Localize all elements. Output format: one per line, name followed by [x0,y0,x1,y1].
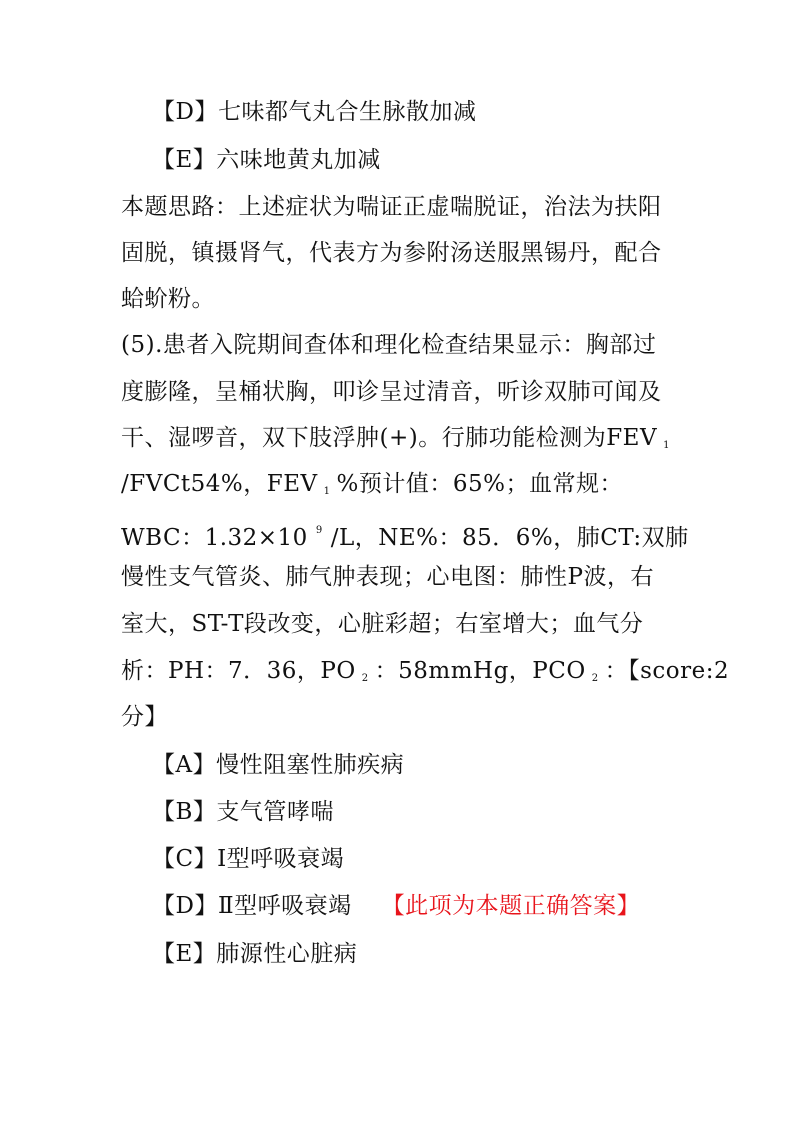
question-line-5-text-a: WBC：1.32×10 [121,525,308,551]
option-d-label: 【D】Ⅱ型呼吸衰竭 [152,893,352,919]
option-b[interactable]: 【B】支气管哮喘 [152,799,334,825]
question-line-3 [121,423,676,461]
pco2-subscript: 2 [591,673,599,684]
option-a[interactable]: 【A】慢性阻塞性肺疾病 [152,752,405,778]
option-c[interactable]: 【C】I型呼吸衰竭 [152,846,345,872]
explanation-line-2: 固脱，镇摄肾气，代表方为参附汤送服黑锡丹，配合 [121,240,662,266]
question-line-5 [121,516,689,553]
question-line-4 [121,469,623,507]
explanation-line-3: 蛤蚧粉。 [121,286,215,312]
correct-answer-tag: 【此项为本题正确答案】 [381,893,641,919]
question-line-4-text-b: %预计值：65%；血常规： [336,471,623,497]
option-e-previous: 【E】六味地黄丸加减 [152,147,381,173]
question-line-6: 慢性支气管炎、肺气肿表现；心电图：肺性P波，右 [121,564,654,590]
question-line-8-text-a: 析：PH：7．36，PO [121,658,356,684]
question-line-7: 室大，ST-T段改变，心脏彩超；右室增大；血气分 [121,611,644,637]
question-line-9: 分】 [121,704,168,730]
question-line-5-text-b: /L，NE%：85．6%，肺CT:双肺 [330,525,689,551]
question-line-8-text-c: ：【score:2 [604,658,730,684]
question-line-8 [121,656,729,694]
fev-subscript-2: 1 [323,486,331,497]
question-line-1: (5).患者入院期间查体和理化检查结果显示：胸部过 [121,332,657,358]
explanation-line-1: 本题思路：上述症状为喘证正虚喘脱证，治法为扶阳 [121,194,662,220]
fev-subscript: 1 [663,440,670,451]
option-d[interactable] [152,891,640,921]
question-line-4-text-a: /FVCt54%，FEV [121,471,318,497]
question-line-2: 度膨隆，呈桶状胸，叩诊呈过清音，听诊双肺可闻及 [121,379,662,405]
po2-subscript: 2 [361,673,369,684]
wbc-superscript: 9 [315,525,323,536]
question-line-8-text-b: ：58mmHg，PCO [374,658,586,684]
question-line-3-text: 干、湿啰音，双下肢浮肿(+)。行肺功能检测为FEV [121,425,658,451]
option-e[interactable]: 【E】肺源性心脏病 [152,941,358,967]
option-d-previous: 【D】七味都气丸合生脉散加减 [152,99,477,125]
